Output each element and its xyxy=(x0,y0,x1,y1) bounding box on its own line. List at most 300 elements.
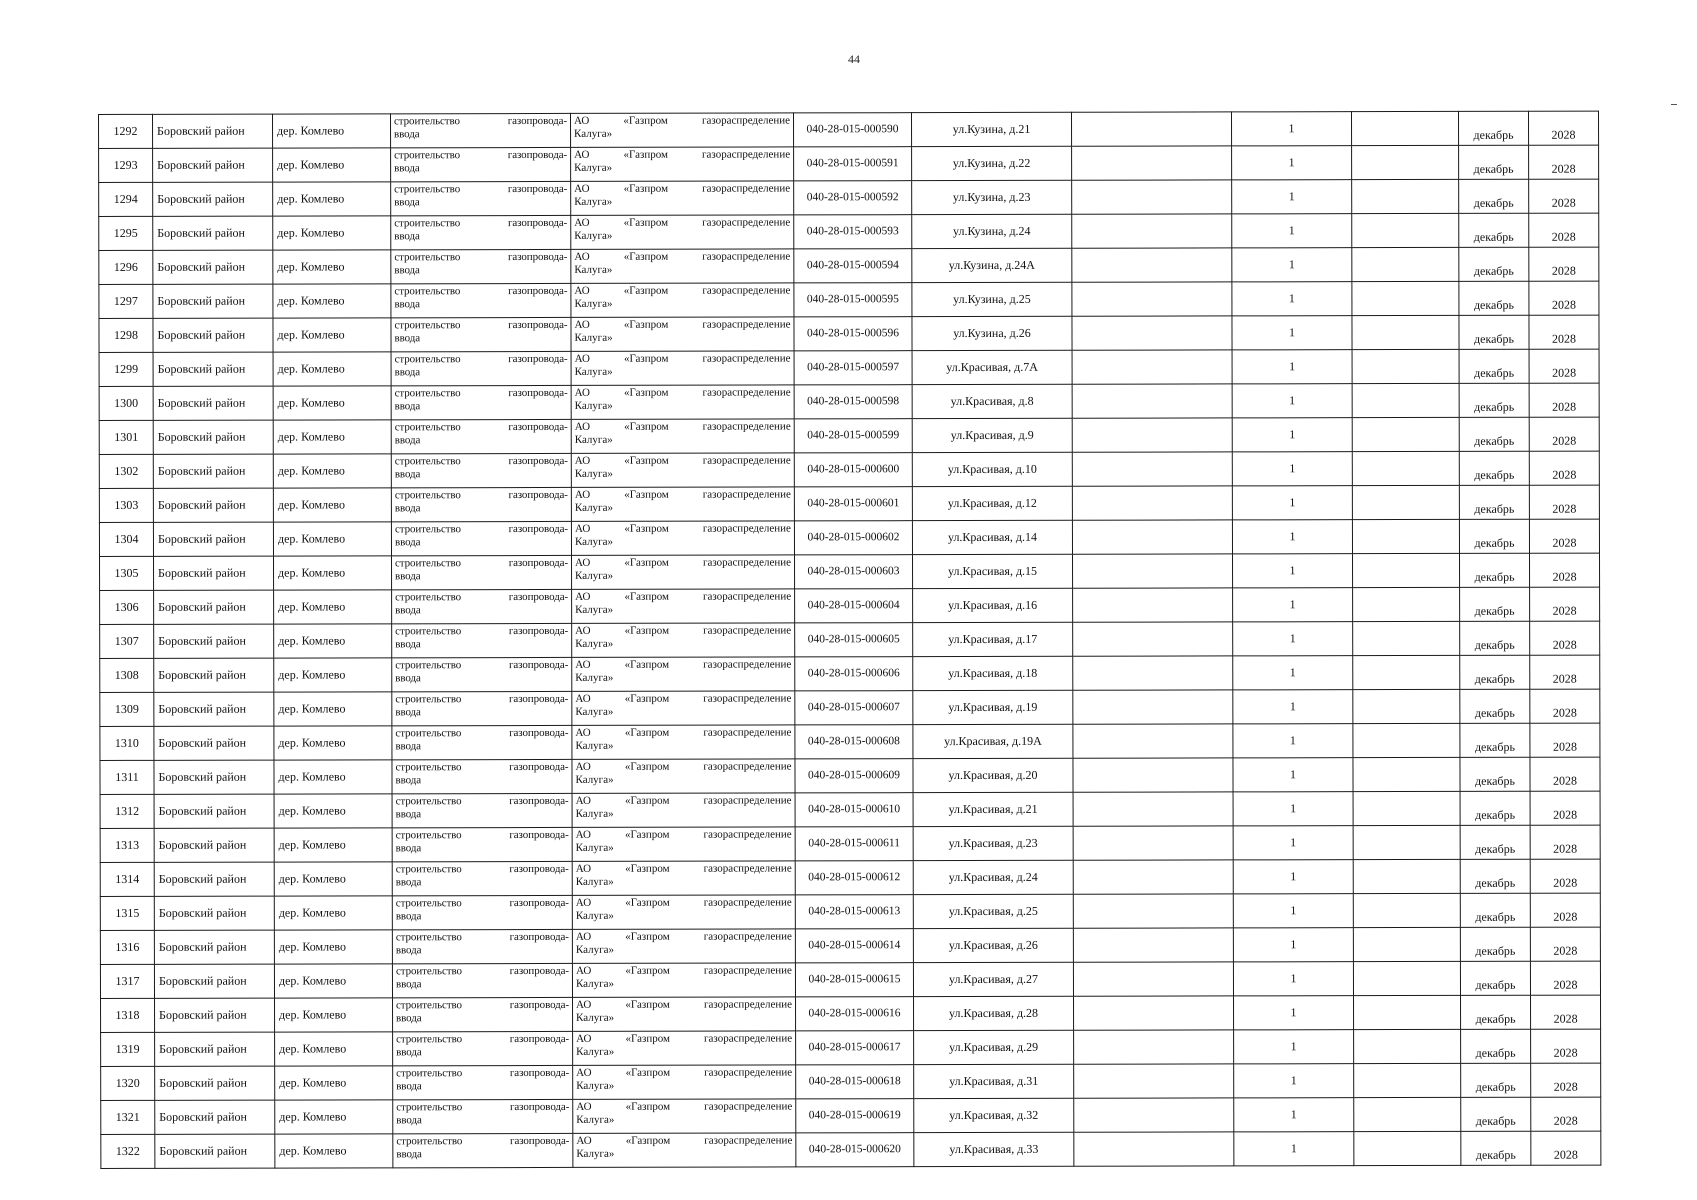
table-row xyxy=(100,655,1600,692)
organization-cell xyxy=(570,113,793,148)
village-cell: дер. Комлево xyxy=(274,896,392,930)
organization-line-2: Калуга» xyxy=(574,229,613,242)
work-type-cell xyxy=(391,487,571,521)
month-cell: декабрь xyxy=(1461,1131,1531,1165)
year-cell: 2028 xyxy=(1530,757,1600,791)
application-number-cell: 040-28-015-000593 xyxy=(794,215,912,249)
district-cell: Боровский район xyxy=(154,862,274,896)
organization-cell xyxy=(571,181,794,216)
district-cell: Боровский район xyxy=(153,114,273,148)
table-row xyxy=(100,961,1600,998)
organization-line-1: АО «Газпром газораспределение xyxy=(575,862,792,875)
work-type-line-2: ввода xyxy=(396,1046,422,1059)
work-type-cell xyxy=(391,419,571,453)
village-cell: дер. Комлево xyxy=(274,556,392,590)
quantity-cell: 1 xyxy=(1232,452,1352,486)
table-row xyxy=(99,213,1599,250)
address-cell: ул.Кузина, д.23 xyxy=(912,180,1072,214)
empty-cell xyxy=(1353,655,1460,689)
district-cell: Боровский район xyxy=(155,1032,275,1066)
work-type-line-2: ввода xyxy=(395,842,422,855)
organization-cell xyxy=(573,1031,796,1066)
table-row xyxy=(100,587,1600,624)
work-type-line-1: строительство газопровода- xyxy=(395,930,569,944)
month-cell: декабрь xyxy=(1461,995,1531,1029)
organization-line-1: АО «Газпром газораспределение xyxy=(576,1032,793,1045)
work-type-line-1: строительство газопровода- xyxy=(395,828,569,842)
organization-line-1: АО «Газпром газораспределение xyxy=(574,318,791,331)
application-number-cell: 040-28-015-000611 xyxy=(795,827,913,861)
work-type-cell xyxy=(391,453,571,487)
quantity-cell: 1 xyxy=(1233,758,1353,792)
table-row xyxy=(100,859,1600,896)
address-cell: ул.Красивая, д.8 xyxy=(912,384,1072,418)
empty-cell xyxy=(1073,962,1233,996)
empty-cell xyxy=(1074,1132,1234,1166)
year-cell: 2028 xyxy=(1531,1131,1601,1165)
row-number: 1299 xyxy=(99,352,153,386)
work-type-line-1: строительство газопровода- xyxy=(396,998,570,1012)
work-type-cell xyxy=(393,1133,573,1167)
district-cell: Боровский район xyxy=(154,590,274,624)
district-cell: Боровский район xyxy=(153,182,273,216)
district-cell: Боровский район xyxy=(154,794,274,828)
work-type-cell xyxy=(392,555,572,589)
work-type-cell xyxy=(392,691,572,725)
organization-cell xyxy=(571,351,794,386)
year-cell: 2028 xyxy=(1529,485,1599,519)
work-type-line-1: строительство газопровода- xyxy=(394,352,568,366)
organization-line-2: Калуга» xyxy=(576,1113,615,1126)
row-number: 1303 xyxy=(99,488,153,522)
application-number-cell: 040-28-015-000595 xyxy=(794,283,912,317)
month-cell: декабрь xyxy=(1460,893,1530,927)
village-cell: дер. Комлево xyxy=(273,284,391,318)
row-number: 1320 xyxy=(101,1066,155,1100)
year-cell: 2028 xyxy=(1529,247,1599,281)
district-cell: Боровский район xyxy=(154,930,274,964)
empty-cell xyxy=(1353,689,1460,723)
work-type-line-1: строительство газопровода- xyxy=(396,1134,570,1148)
empty-cell xyxy=(1073,758,1233,792)
work-type-cell xyxy=(392,725,572,759)
application-number-cell: 040-28-015-000606 xyxy=(795,657,913,691)
empty-cell xyxy=(1074,1030,1234,1064)
organization-line-2: Калуга» xyxy=(575,841,614,854)
year-cell: 2028 xyxy=(1530,791,1600,825)
empty-cell xyxy=(1073,622,1233,656)
work-type-line-2: ввода xyxy=(394,400,421,413)
work-type-line-2: ввода xyxy=(394,434,421,447)
work-type-line-1: строительство газопровода- xyxy=(395,794,569,808)
empty-cell xyxy=(1351,111,1458,145)
village-cell: дер. Комлево xyxy=(274,964,392,998)
organization-line-2: Калуга» xyxy=(575,773,614,786)
empty-cell xyxy=(1072,452,1232,486)
year-cell: 2028 xyxy=(1529,519,1599,553)
organization-line-1: АО «Газпром газораспределение xyxy=(575,624,792,637)
table-row xyxy=(100,757,1600,794)
empty-cell xyxy=(1074,1098,1234,1132)
district-cell: Боровский район xyxy=(153,250,273,284)
village-cell: дер. Комлево xyxy=(274,794,392,828)
village-cell: дер. Комлево xyxy=(273,250,391,284)
application-number-cell: 040-28-015-000597 xyxy=(794,351,912,385)
work-type-line-2: ввода xyxy=(396,1114,422,1127)
row-number: 1312 xyxy=(100,794,154,828)
empty-cell xyxy=(1353,757,1460,791)
work-type-line-2: ввода xyxy=(394,332,421,345)
village-cell: дер. Комлево xyxy=(273,148,391,182)
table-row xyxy=(99,247,1599,284)
organization-line-1: АО «Газпром газораспределение xyxy=(574,488,791,501)
quantity-cell: 1 xyxy=(1233,588,1353,622)
work-type-cell xyxy=(391,181,571,215)
empty-cell xyxy=(1352,349,1459,383)
quantity-cell: 1 xyxy=(1234,996,1354,1030)
organization-line-1: АО «Газпром газораспределение xyxy=(575,726,792,739)
table-row xyxy=(99,383,1599,420)
work-type-cell xyxy=(392,929,572,963)
organization-line-1: АО «Газпром газораспределение xyxy=(574,148,791,161)
table-row xyxy=(100,689,1600,726)
village-cell: дер. Комлево xyxy=(273,182,391,216)
work-type-line-1: строительство газопровода- xyxy=(394,488,568,502)
quantity-cell: 1 xyxy=(1232,350,1352,384)
work-type-line-2: ввода xyxy=(394,264,420,277)
empty-cell xyxy=(1352,213,1459,247)
application-number-cell: 040-28-015-000617 xyxy=(796,1031,914,1065)
work-type-cell xyxy=(391,283,571,317)
year-cell: 2028 xyxy=(1530,859,1600,893)
year-cell: 2028 xyxy=(1530,553,1600,587)
work-type-line-2: ввода xyxy=(395,570,421,583)
village-cell: дер. Комлево xyxy=(273,454,391,488)
work-type-cell xyxy=(391,215,571,249)
table-row xyxy=(99,179,1599,216)
year-cell: 2028 xyxy=(1529,145,1599,179)
empty-cell xyxy=(1073,928,1233,962)
organization-line-1: АО «Газпром газораспределение xyxy=(575,658,792,671)
organization-cell xyxy=(571,453,794,488)
table-row xyxy=(101,1097,1601,1134)
address-cell: ул.Красивая, д.25 xyxy=(913,894,1073,928)
application-number-cell: 040-28-015-000608 xyxy=(795,725,913,759)
address-cell: ул.Красивая, д.19А xyxy=(913,724,1073,758)
row-number: 1297 xyxy=(99,284,153,318)
work-type-line-1: строительство газопровода- xyxy=(395,862,569,876)
table-row xyxy=(100,723,1600,760)
row-number: 1298 xyxy=(99,318,153,352)
district-cell: Боровский район xyxy=(153,386,273,420)
table-row xyxy=(100,621,1600,658)
empty-cell xyxy=(1072,520,1232,554)
organization-line-2: Калуга» xyxy=(574,161,613,174)
organization-line-1: АО «Газпром газораспределение xyxy=(574,352,791,365)
work-type-line-2: ввода xyxy=(395,604,421,617)
work-type-cell xyxy=(391,113,571,147)
district-cell: Боровский район xyxy=(153,522,273,556)
month-cell: декабрь xyxy=(1459,485,1529,519)
organization-cell xyxy=(572,861,795,896)
work-type-cell xyxy=(393,1099,573,1133)
work-type-cell xyxy=(392,963,572,997)
year-cell: 2028 xyxy=(1531,1063,1601,1097)
row-number: 1321 xyxy=(101,1100,155,1134)
work-type-line-1: строительство газопровода- xyxy=(395,624,569,638)
empty-cell xyxy=(1352,315,1459,349)
year-cell: 2028 xyxy=(1530,621,1600,655)
table-row xyxy=(100,825,1600,862)
application-number-cell: 040-28-015-000616 xyxy=(796,997,914,1031)
work-type-cell xyxy=(392,793,572,827)
address-cell: ул.Красивая, д.12 xyxy=(912,486,1072,520)
address-cell: ул.Красивая, д.21 xyxy=(913,792,1073,826)
organization-cell xyxy=(573,1133,796,1168)
village-cell: дер. Комлево xyxy=(273,386,391,420)
work-type-line-2: ввода xyxy=(395,774,422,787)
row-number: 1319 xyxy=(101,1032,155,1066)
row-number: 1313 xyxy=(100,828,154,862)
organization-line-2: Калуга» xyxy=(574,127,613,140)
address-cell: ул.Красивая, д.24 xyxy=(913,860,1073,894)
work-type-line-1: строительство газопровода- xyxy=(395,692,569,706)
application-number-cell: 040-28-015-000590 xyxy=(793,113,911,147)
table-row xyxy=(99,485,1599,522)
organization-cell xyxy=(573,997,796,1032)
district-cell: Боровский район xyxy=(154,726,274,760)
empty-cell xyxy=(1352,281,1459,315)
organization-line-1: АО «Газпром газораспределение xyxy=(575,590,792,603)
work-type-line-2: ввода xyxy=(394,502,421,515)
application-number-cell: 040-28-015-000613 xyxy=(795,895,913,929)
quantity-cell: 1 xyxy=(1232,418,1352,452)
application-number-cell: 040-28-015-000600 xyxy=(794,453,912,487)
work-type-line-1: строительство газопровода- xyxy=(395,726,569,740)
table-row xyxy=(99,315,1599,352)
year-cell: 2028 xyxy=(1529,179,1599,213)
application-number-cell: 040-28-015-000609 xyxy=(795,759,913,793)
work-type-line-1: строительство газопровода- xyxy=(396,1066,570,1080)
district-cell: Боровский район xyxy=(154,896,274,930)
work-type-line-2: ввода xyxy=(394,366,421,379)
application-number-cell: 040-28-015-000610 xyxy=(795,793,913,827)
work-type-cell xyxy=(391,385,571,419)
organization-line-2: Калуга» xyxy=(575,977,615,990)
year-cell: 2028 xyxy=(1530,587,1600,621)
quantity-cell: 1 xyxy=(1231,112,1351,146)
organization-cell xyxy=(572,895,795,930)
row-number: 1301 xyxy=(99,420,153,454)
row-number: 1322 xyxy=(101,1134,155,1168)
address-cell: ул.Кузина, д.22 xyxy=(912,146,1072,180)
row-number: 1307 xyxy=(100,624,154,658)
organization-cell xyxy=(571,317,794,352)
address-cell: ул.Красивая, д.7А xyxy=(912,350,1072,384)
organization-line-1: АО «Газпром газораспределение xyxy=(576,1134,793,1147)
year-cell: 2028 xyxy=(1530,927,1600,961)
village-cell: дер. Комлево xyxy=(273,352,391,386)
work-type-line-2: ввода xyxy=(394,162,420,175)
empty-cell xyxy=(1072,316,1232,350)
empty-cell xyxy=(1354,1063,1461,1097)
application-number-cell: 040-28-015-000605 xyxy=(795,623,913,657)
month-cell: декабрь xyxy=(1459,417,1529,451)
table-row xyxy=(99,451,1599,488)
row-number: 1305 xyxy=(100,556,154,590)
work-type-cell xyxy=(391,249,571,283)
empty-cell xyxy=(1353,791,1460,825)
work-type-cell xyxy=(391,147,571,181)
empty-cell xyxy=(1353,961,1460,995)
empty-cell xyxy=(1352,451,1459,485)
work-type-line-2: ввода xyxy=(394,230,420,243)
month-cell: декабрь xyxy=(1459,519,1529,553)
organization-line-1: АО «Газпром газораспределение xyxy=(574,216,791,229)
organization-cell xyxy=(572,929,795,964)
district-cell: Боровский район xyxy=(155,998,275,1032)
empty-cell xyxy=(1072,180,1232,214)
organization-line-1: АО «Газпром газораспределение xyxy=(574,250,791,263)
organization-line-1: АО «Газпром газораспределение xyxy=(574,114,791,127)
work-type-cell xyxy=(392,589,572,623)
application-number-cell: 040-28-015-000599 xyxy=(794,419,912,453)
address-cell: ул.Красивая, д.23 xyxy=(913,826,1073,860)
village-cell: дер. Комлево xyxy=(274,590,392,624)
organization-line-2: Калуга» xyxy=(575,603,614,616)
work-type-cell xyxy=(393,997,573,1031)
address-cell: ул.Красивая, д.14 xyxy=(912,520,1072,554)
table-row xyxy=(99,349,1599,386)
table-row xyxy=(100,927,1600,964)
quantity-cell: 1 xyxy=(1234,1132,1354,1166)
year-cell: 2028 xyxy=(1530,655,1600,689)
quantity-cell: 1 xyxy=(1233,792,1353,826)
empty-cell xyxy=(1352,417,1459,451)
table-row xyxy=(99,417,1599,454)
organization-cell xyxy=(571,419,794,454)
organization-line-1: АО «Газпром газораспределение xyxy=(575,930,792,943)
empty-cell xyxy=(1071,112,1231,146)
empty-cell xyxy=(1073,792,1233,826)
row-number: 1317 xyxy=(100,964,154,998)
year-cell: 2028 xyxy=(1530,961,1600,995)
application-number-cell: 040-28-015-000594 xyxy=(794,249,912,283)
organization-line-1: АО «Газпром газораспределение xyxy=(574,284,791,297)
district-cell: Боровский район xyxy=(154,556,274,590)
quantity-cell: 1 xyxy=(1232,520,1352,554)
year-cell: 2028 xyxy=(1530,893,1600,927)
organization-line-2: Калуга» xyxy=(576,1079,615,1092)
empty-cell xyxy=(1072,248,1232,282)
organization-line-2: Калуга» xyxy=(574,365,613,378)
month-cell: декабрь xyxy=(1460,587,1530,621)
address-cell: ул.Красивая, д.16 xyxy=(913,588,1073,622)
organization-line-2: Калуга» xyxy=(574,297,613,310)
quantity-cell: 1 xyxy=(1233,656,1353,690)
organization-cell xyxy=(572,793,795,828)
application-number-cell: 040-28-015-000615 xyxy=(795,963,913,997)
month-cell: декабрь xyxy=(1460,757,1530,791)
address-cell: ул.Красивая, д.15 xyxy=(913,554,1073,588)
month-cell: декабрь xyxy=(1460,621,1530,655)
year-cell: 2028 xyxy=(1531,1097,1601,1131)
month-cell: декабрь xyxy=(1459,213,1529,247)
organization-cell xyxy=(572,623,795,658)
work-type-line-2: ввода xyxy=(396,1148,422,1161)
work-type-line-1: строительство газопровода- xyxy=(396,1100,570,1114)
table-row xyxy=(99,519,1599,556)
work-type-line-2: ввода xyxy=(395,706,421,719)
village-cell: дер. Комлево xyxy=(274,930,392,964)
row-number: 1302 xyxy=(99,454,153,488)
month-cell: декабрь xyxy=(1459,247,1529,281)
row-number: 1293 xyxy=(99,148,153,182)
address-cell: ул.Красивая, д.33 xyxy=(914,1132,1074,1166)
work-type-line-2: ввода xyxy=(395,808,422,821)
work-type-line-1: строительство газопровода- xyxy=(395,964,569,978)
district-cell: Боровский район xyxy=(154,828,274,862)
work-type-cell xyxy=(392,623,572,657)
quantity-cell: 1 xyxy=(1233,690,1353,724)
empty-cell xyxy=(1073,860,1233,894)
year-cell: 2028 xyxy=(1528,111,1598,145)
village-cell: дер. Комлево xyxy=(273,318,391,352)
work-type-line-1: строительство газопровода- xyxy=(394,284,568,298)
empty-cell xyxy=(1073,554,1233,588)
empty-cell xyxy=(1354,995,1461,1029)
organization-line-1: АО «Газпром газораспределение xyxy=(575,556,792,569)
year-cell: 2028 xyxy=(1530,825,1600,859)
row-number: 1304 xyxy=(99,522,153,556)
village-cell: дер. Комлево xyxy=(273,216,391,250)
row-number: 1296 xyxy=(99,250,153,284)
quantity-cell: 1 xyxy=(1232,248,1352,282)
work-type-line-1: строительство газопровода- xyxy=(394,216,568,230)
row-number: 1295 xyxy=(99,216,153,250)
work-type-line-2: ввода xyxy=(394,298,420,311)
organization-line-2: Калуга» xyxy=(574,501,613,514)
table-row xyxy=(99,111,1599,148)
application-number-cell: 040-28-015-000620 xyxy=(796,1133,914,1167)
organization-line-1: АО «Газпром газораспределение xyxy=(575,964,792,977)
work-type-line-2: ввода xyxy=(395,638,421,651)
organization-line-2: Калуга» xyxy=(575,739,614,752)
address-cell: ул.Красивая, д.32 xyxy=(914,1098,1074,1132)
empty-cell xyxy=(1074,1064,1234,1098)
district-cell: Боровский район xyxy=(153,454,273,488)
work-type-line-2: ввода xyxy=(394,128,420,141)
address-cell: ул.Красивая, д.18 xyxy=(913,656,1073,690)
quantity-cell: 1 xyxy=(1233,962,1353,996)
month-cell: декабрь xyxy=(1460,791,1530,825)
work-type-line-2: ввода xyxy=(394,536,421,549)
empty-cell xyxy=(1353,859,1460,893)
organization-line-1: АО «Газпром газораспределение xyxy=(575,692,792,705)
year-cell: 2028 xyxy=(1529,213,1599,247)
organization-line-1: АО «Газпром газораспределение xyxy=(574,182,791,195)
organization-cell xyxy=(571,249,794,284)
organization-line-1: АО «Газпром газораспределение xyxy=(574,386,791,399)
empty-cell xyxy=(1073,690,1233,724)
table-row xyxy=(101,995,1601,1032)
village-cell: дер. Комлево xyxy=(274,862,392,896)
district-cell: Боровский район xyxy=(154,692,274,726)
quantity-cell: 1 xyxy=(1233,894,1353,928)
address-cell: ул.Красивая, д.26 xyxy=(913,928,1073,962)
organization-line-2: Калуга» xyxy=(574,195,613,208)
quantity-cell: 1 xyxy=(1234,1030,1354,1064)
